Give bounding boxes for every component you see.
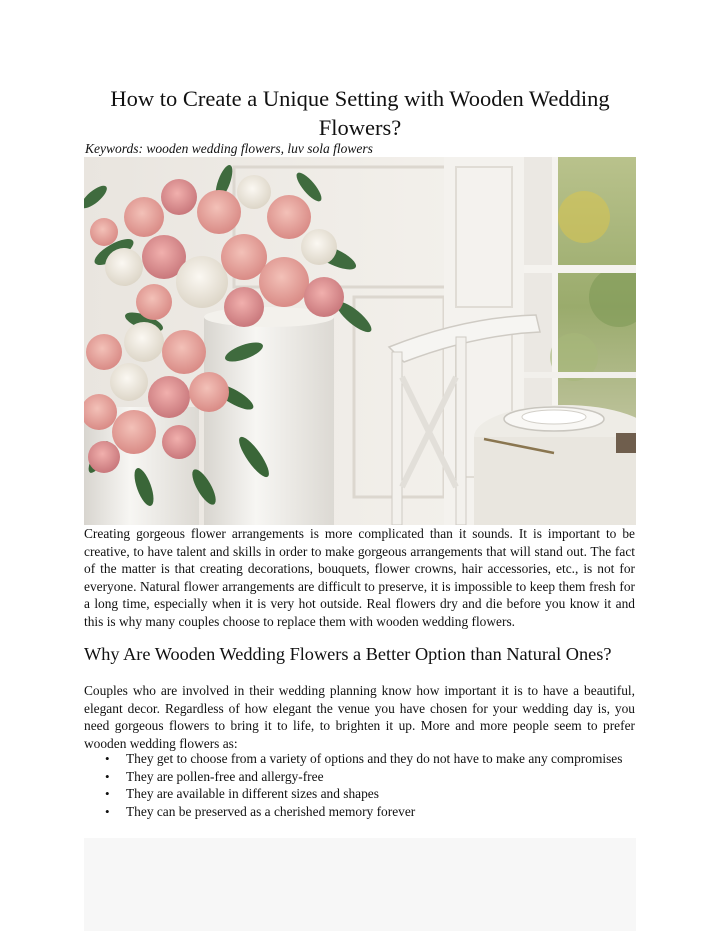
list-item-text: They get to choose from a variety of options and they do not have to make any compromises: [126, 751, 623, 766]
body-paragraph: Couples who are involved in their wedding planning know how important it is to have a beautiful, elegant decor. Regardless of how elegant the venue you have chosen for your wedding day is, you need gorgeous flowers to bring it to life, to brighten it up. More and more people seem to prefer wooden wedding flowers as:: [84, 683, 635, 751]
list-item: [84, 768, 635, 786]
benefits-list: [84, 750, 635, 820]
list-item-text: They are pollen-free and allergy-free: [126, 768, 324, 784]
intro-paragraph: Creating gorgeous flower arrangements is more complicated than it sounds. It is important to be creative, to have talent and skills in order to make gorgeous arrangements that will stand out. The fact of the matter is that creating decorations, bouquets, flower crowns, hair accessories, etc., is not for everyone. Natural flower arrangements are difficult to preserve, it is impossible to keep them fresh for a long time, especially when it is very hot outside. Real flowers dry and die before you know it and this is why many couples choose to replace them with wooden wedding flowers.: [84, 526, 635, 629]
flower-photo: [84, 157, 636, 525]
bullet-icon: •: [105, 803, 110, 819]
list-item: [84, 803, 635, 821]
bullet-icon: •: [105, 786, 110, 801]
list-item-text: They are available in different sizes and shapes: [126, 786, 379, 801]
bullet-icon: •: [105, 751, 110, 766]
list-item: [84, 785, 635, 803]
keywords-line: Keywords: wooden wedding flowers, luv sola flowers: [85, 141, 373, 156]
bullet-icon: •: [105, 768, 110, 784]
list-item: [84, 750, 635, 768]
section-heading: Why Are Wooden Wedding Flowers a Better Option than Natural Ones?: [84, 644, 612, 664]
page-title: How to Create a Unique Setting with Wooden Wedding Flowers?: [110, 86, 610, 140]
page-shade: [84, 838, 636, 931]
list-item-text: They can be preserved as a cherished memory forever: [126, 803, 416, 819]
